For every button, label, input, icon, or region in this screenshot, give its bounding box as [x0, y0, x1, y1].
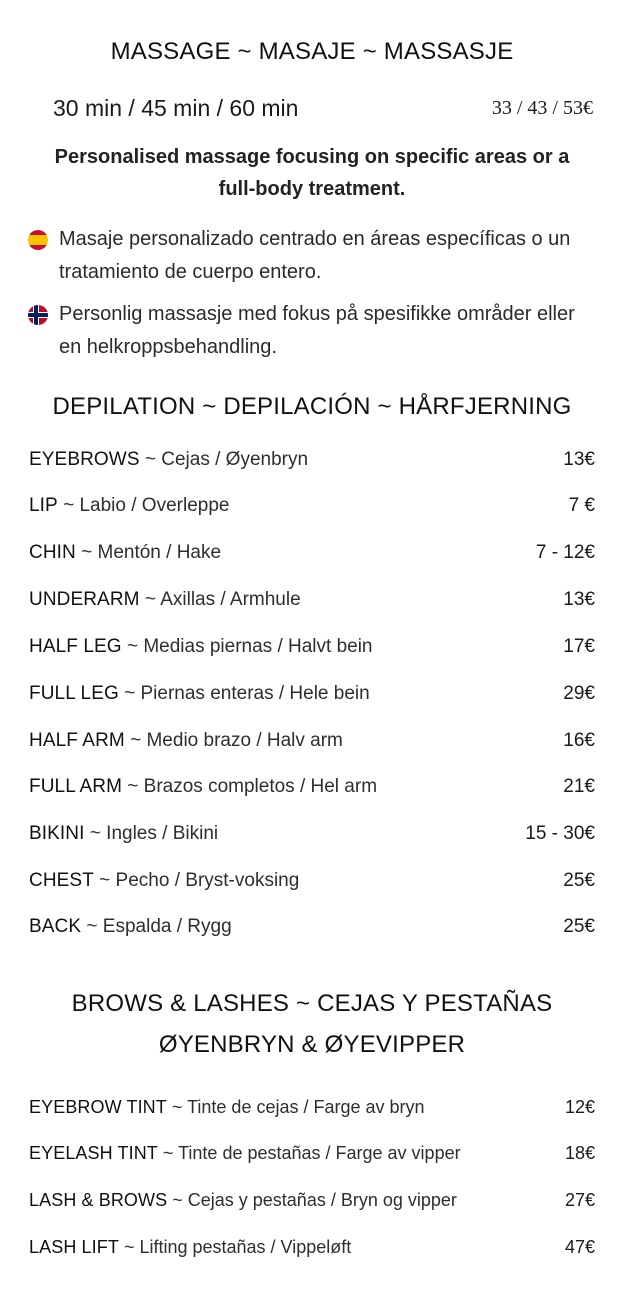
massage-durations: 30 min / 45 min / 60 min — [53, 95, 299, 121]
item-translation: ~ Medio brazo / Halv arm — [124, 730, 343, 751]
item-price: 47€ — [564, 1237, 595, 1257]
price-row — [29, 867, 595, 895]
brows-lashes-section-title: BROWS & LASHES ~ CEJAS Y PESTAÑAS — [71, 990, 553, 1017]
price-row — [29, 820, 595, 848]
item-price: 21€ — [563, 776, 595, 797]
item-name: FULL ARM — [29, 776, 123, 797]
spain-flag-icon — [28, 230, 48, 250]
price-row — [29, 633, 595, 661]
item-name: LASH & BROWS — [29, 1190, 168, 1210]
item-translation: ~ Cejas / Øyenbryn — [139, 449, 309, 470]
price-row — [29, 913, 595, 941]
price-row — [29, 492, 595, 520]
price-row — [29, 1186, 595, 1214]
item-name: LASH LIFT — [29, 1237, 119, 1257]
price-row — [29, 446, 595, 474]
price-row — [29, 773, 595, 801]
norway-flag-icon — [28, 305, 48, 325]
item-translation: ~ Ingles / Bikini — [84, 823, 219, 844]
item-translation: ~ Espalda / Rygg — [81, 916, 232, 937]
item-name: CHEST — [29, 870, 94, 891]
price-row — [29, 1233, 595, 1261]
item-name: LIP — [29, 495, 58, 516]
item-price: 29€ — [563, 683, 595, 704]
item-name: EYEBROW TINT — [29, 1097, 167, 1117]
item-translation: ~ Pecho / Bryst-voksing — [93, 870, 300, 891]
price-row — [29, 539, 595, 567]
item-translation: ~ Cejas y pestañas / Bryn og vipper — [167, 1190, 457, 1210]
item-name: EYELASH TINT — [29, 1143, 158, 1163]
item-name: CHIN — [29, 542, 76, 563]
item-price: 7 - 12€ — [535, 542, 595, 563]
item-price: 13€ — [563, 449, 595, 470]
price-row — [29, 680, 595, 708]
item-translation: ~ Lifting pestañas / Vippeløft — [118, 1237, 352, 1257]
brows-lashes-section-subtitle: ØYENBRYN & ØYEVIPPER — [158, 1031, 466, 1058]
item-name: BIKINI — [29, 823, 85, 844]
massage-prices: 33 / 43 / 53€ — [491, 97, 593, 119]
item-translation: ~ Axillas / Armhule — [139, 589, 301, 610]
item-name: FULL LEG — [29, 683, 119, 704]
item-price: 25€ — [563, 916, 595, 937]
massage-description-no: Personlig massasje med fokus på spesifikke områder eller en helkroppsbehandling. — [59, 303, 575, 358]
price-row — [29, 1139, 595, 1167]
item-translation: ~ Tinte de cejas / Farge av bryn — [166, 1097, 425, 1117]
item-price: 7 € — [568, 495, 595, 516]
item-translation: ~ Mentón / Hake — [75, 542, 222, 563]
item-name: HALF ARM — [29, 730, 125, 751]
item-price: 17€ — [563, 636, 595, 657]
item-translation: ~ Medias piernas / Halvt bein — [121, 636, 373, 657]
item-name: UNDERARM — [29, 589, 140, 610]
massage-description-en: Personalised massage focusing on specific areas or a full-body treatment. — [54, 146, 570, 200]
item-price: 25€ — [563, 870, 595, 891]
item-name: HALF LEG — [29, 636, 122, 657]
item-price: 18€ — [564, 1143, 595, 1163]
item-price: 16€ — [563, 730, 595, 751]
item-price: 12€ — [564, 1097, 595, 1117]
item-translation: ~ Tinte de pestañas / Farge av vipper — [157, 1143, 461, 1163]
massage-section-title: MASSAGE ~ MASAJE ~ MASSASJE — [110, 38, 514, 65]
massage-description-es-block — [28, 223, 598, 293]
item-price: 15 - 30€ — [525, 823, 595, 844]
massage-description-es: Masaje personalizado centrado en áreas específicas o un tratamiento de cuerpo entero. — [59, 228, 571, 283]
item-name: BACK — [29, 916, 82, 937]
price-row — [29, 586, 595, 614]
item-translation: ~ Brazos completos / Hel arm — [122, 776, 378, 797]
item-name: EYEBROWS — [29, 449, 140, 470]
item-translation: ~ Labio / Overleppe — [57, 495, 230, 516]
massage-description-no-block — [28, 298, 598, 368]
price-row — [29, 1093, 595, 1121]
item-price: 27€ — [564, 1190, 595, 1210]
price-row — [29, 727, 595, 755]
item-price: 13€ — [563, 589, 595, 610]
depilation-section-title: DEPILATION ~ DEPILACIÓN ~ HÅRFJERNING — [52, 393, 572, 420]
item-translation: ~ Piernas enteras / Hele bein — [118, 683, 370, 704]
